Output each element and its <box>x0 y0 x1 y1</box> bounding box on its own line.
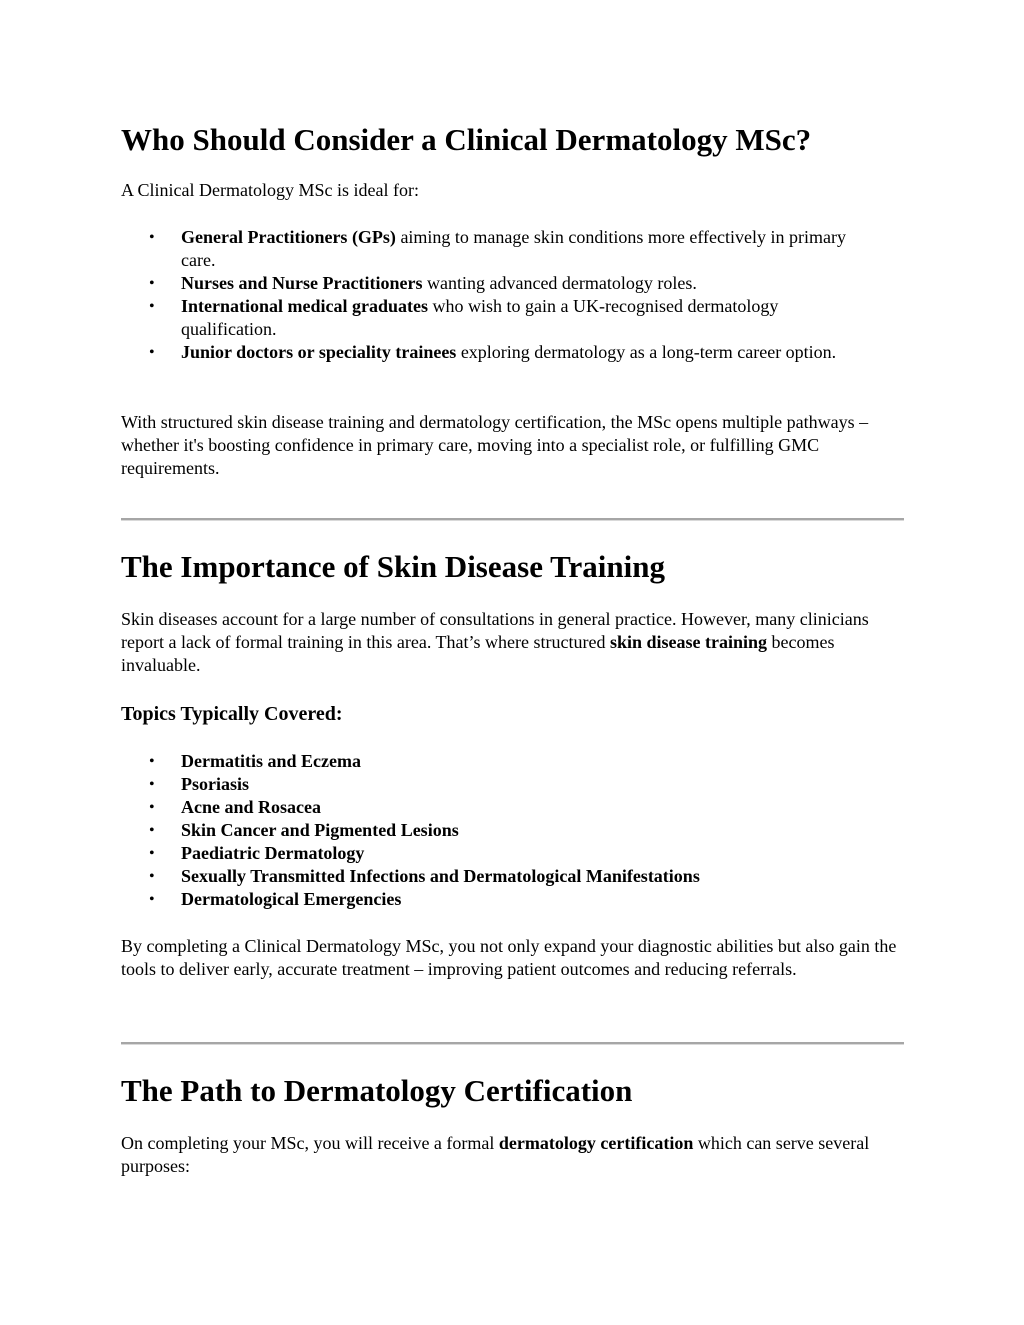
section-title-skin-disease-training: The Importance of Skin Disease Training <box>121 549 665 584</box>
list-item: • Paediatric Dermatology <box>149 843 365 863</box>
bullet-icon: • <box>149 753 155 770</box>
list-item: • Junior doctors or speciality trainees exploring dermatology as a long-term career option. <box>149 342 837 362</box>
list-item: • Dermatitis and Eczema <box>149 751 361 771</box>
section-divider <box>121 518 904 521</box>
list-item: • International medical graduates who wish to gain a UK-recognised dermatology qualification. <box>149 296 779 339</box>
section-divider <box>121 1042 904 1045</box>
list-item: • Acne and Rosacea <box>149 797 321 817</box>
topics-list <box>121 750 904 911</box>
section2-closing: By completing a Clinical Dermatology MSc, you not only expand your diagnostic abilities but also gain the tools to deliver early, accurate treatment – improving patient outcomes and reducing referrals. <box>121 936 897 979</box>
bullet-icon: • <box>149 298 155 315</box>
section1-closing: With structured skin disease training and dermatology certification, the MSc opens multiple pathways – whether it's boosting confidence in primary care, moving into a specialist role, or fulfilling GMC requirements. <box>121 412 869 478</box>
topics-subheading: Topics Typically Covered: <box>121 703 343 725</box>
section1-intro: A Clinical Dermatology MSc is ideal for: <box>121 180 419 200</box>
bullet-icon: • <box>149 229 155 246</box>
list-item: • Psoriasis <box>149 774 250 794</box>
section3-paragraph: On completing your MSc, you will receive a formal dermatology certification which can serve several purposes: <box>121 1133 870 1176</box>
section-title-who-should-consider: Who Should Consider a Clinical Dermatology MSc? <box>121 122 812 157</box>
list-item: • Sexually Transmitted Infections and Dermatological Manifestations <box>149 866 700 886</box>
bullet-icon: • <box>149 275 155 292</box>
bullet-icon: • <box>149 845 155 862</box>
section2-paragraph: Skin diseases account for a large number of consultations in general practice. However, many clinicians report a lack of formal training in this area. That’s where structured skin disease training becomes invaluable. <box>121 609 869 675</box>
bullet-icon: • <box>149 868 155 885</box>
list-item: • Nurses and Nurse Practitioners wanting advanced dermatology roles. <box>149 273 697 293</box>
bullet-icon: • <box>149 799 155 816</box>
list-item: • Dermatological Emergencies <box>149 889 402 909</box>
section-title-certification: The Path to Dermatology Certification <box>121 1073 633 1108</box>
bullet-icon: • <box>149 822 155 839</box>
list-item: • Skin Cancer and Pigmented Lesions <box>149 820 459 840</box>
bullet-icon: • <box>149 891 155 908</box>
bullet-icon: • <box>149 776 155 793</box>
audience-list <box>121 226 904 364</box>
list-item: • General Practitioners (GPs) aiming to manage skin conditions more effectively in primary care. <box>149 227 846 270</box>
bullet-icon: • <box>149 344 155 361</box>
